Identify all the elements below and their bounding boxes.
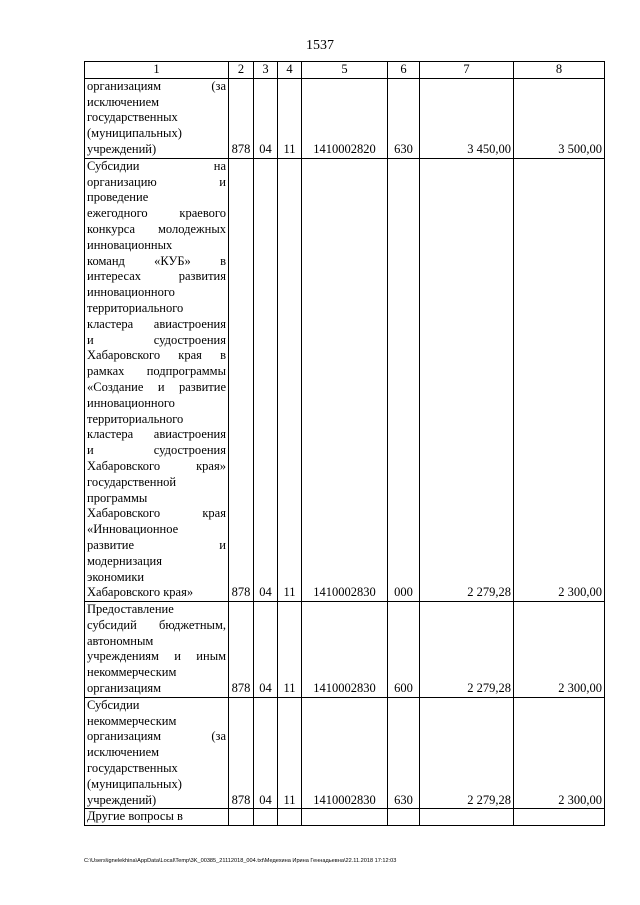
target-article-code: 1410002830	[302, 697, 388, 809]
row-description	[85, 78, 229, 158]
description-line: кластера авиастроения	[87, 316, 226, 331]
description-line: (муниципальных)	[87, 776, 182, 791]
subsection-code	[278, 809, 302, 826]
amount-col-7: 2 279,28	[420, 602, 514, 698]
description-line: инновационного	[87, 395, 175, 410]
column-header: 7	[420, 62, 514, 79]
description-line: организациям (за	[87, 78, 226, 93]
amount-col-7: 2 279,28	[420, 158, 514, 601]
description-line: экономики	[87, 569, 145, 584]
subsection-code: 11	[278, 602, 302, 698]
column-header: 5	[302, 62, 388, 79]
column-header: 4	[278, 62, 302, 79]
amount-col-8: 2 300,00	[514, 697, 605, 809]
description-line: Хабаровского края»	[87, 585, 194, 600]
table-row	[85, 697, 605, 809]
column-header: 2	[229, 62, 254, 79]
description-line: государственной	[87, 474, 177, 489]
subsection-code: 11	[278, 697, 302, 809]
amount-col-8	[514, 809, 605, 826]
amount-col-7	[420, 809, 514, 826]
column-header: 8	[514, 62, 605, 79]
section-code	[254, 809, 278, 826]
description-line: некоммерческим	[87, 713, 177, 728]
description-line: кластера авиастроения	[87, 427, 226, 442]
description-line: «Инновационное	[87, 522, 179, 537]
subsection-code: 11	[278, 158, 302, 601]
target-article-code: 1410002820	[302, 78, 388, 158]
target-article-code	[302, 809, 388, 826]
description-line: ежегодного краевого	[87, 206, 226, 221]
expense-type-code: 000	[388, 158, 420, 601]
row-description	[85, 602, 229, 698]
description-line: исключением	[87, 94, 160, 109]
description-line: учреждений)	[87, 141, 157, 156]
description-line: «Создание и развитие	[87, 379, 226, 394]
description-line: развитие и	[87, 537, 226, 552]
description-line: конкурса молодежных	[87, 221, 226, 236]
expense-type-code	[388, 809, 420, 826]
description-line: территориального	[87, 300, 184, 315]
description-line: инновационного	[87, 285, 175, 300]
expense-type-code: 630	[388, 78, 420, 158]
description-line: интересах развития	[87, 269, 226, 284]
expense-type-code: 600	[388, 602, 420, 698]
column-header: 6	[388, 62, 420, 79]
row-description	[85, 809, 229, 826]
section-code: 04	[254, 602, 278, 698]
amount-col-7: 2 279,28	[420, 697, 514, 809]
description-line: организациям (за	[87, 729, 226, 744]
column-header: 1	[85, 62, 229, 79]
description-line: организацию и	[87, 174, 226, 189]
page-number: 1537	[306, 38, 334, 53]
row-description	[85, 697, 229, 809]
description-line: инновационных	[87, 237, 173, 252]
table-row	[85, 158, 605, 601]
section-code: 04	[254, 158, 278, 601]
section-code: 04	[254, 78, 278, 158]
description-line: Другие вопросы в	[87, 809, 183, 824]
admin-code: 878	[229, 158, 254, 601]
description-line: учреждениям и иным	[87, 649, 226, 664]
description-line: проведение	[87, 190, 149, 205]
table-row	[85, 602, 605, 698]
target-article-code: 1410002830	[302, 158, 388, 601]
description-line: программы	[87, 490, 148, 505]
description-line: рамках подпрограммы	[87, 364, 226, 379]
description-line: некоммерческим	[87, 665, 177, 680]
description-line: Хабаровского края в	[87, 348, 226, 363]
description-line: и судостроения	[87, 332, 226, 347]
admin-code	[229, 809, 254, 826]
description-line: исключением	[87, 745, 160, 760]
expense-type-code: 630	[388, 697, 420, 809]
table-row	[85, 809, 605, 826]
subsection-code: 11	[278, 78, 302, 158]
row-description	[85, 158, 229, 601]
description-line: государственных	[87, 110, 178, 125]
description-line: субсидий бюджетным,	[87, 617, 226, 632]
description-line: Субсидии на	[87, 158, 226, 173]
description-line: учреждений)	[87, 792, 157, 807]
amount-col-8: 2 300,00	[514, 602, 605, 698]
description-line: государственных	[87, 761, 178, 776]
description-line: автономным	[87, 633, 154, 648]
description-line: Предоставление	[87, 602, 174, 617]
column-header-row	[85, 62, 605, 79]
amount-col-7: 3 450,00	[420, 78, 514, 158]
description-line: Хабаровского края»	[87, 458, 226, 473]
column-header: 3	[254, 62, 278, 79]
amount-col-8: 3 500,00	[514, 78, 605, 158]
amount-col-8: 2 300,00	[514, 158, 605, 601]
target-article-code: 1410002830	[302, 602, 388, 698]
description-line: (муниципальных)	[87, 126, 182, 141]
file-path-footer: C:\Users\ignelekhina\AppData\Local\Temp\3K_00385_21112018_004.txt\Медехина Ирина Геннадьевна\22.11.2018 17:12:03	[84, 858, 397, 864]
description-line: территориального	[87, 411, 184, 426]
admin-code: 878	[229, 602, 254, 698]
description-line: организациям	[87, 681, 162, 696]
description-line: Субсидии	[87, 697, 140, 712]
description-line: Хабаровского края	[87, 506, 226, 521]
description-line: команд «КУБ» в	[87, 253, 226, 268]
admin-code: 878	[229, 697, 254, 809]
section-code: 04	[254, 697, 278, 809]
description-line: и судостроения	[87, 443, 226, 458]
description-line: модернизация	[87, 553, 162, 568]
admin-code: 878	[229, 78, 254, 158]
table-row	[85, 78, 605, 158]
budget-table	[84, 61, 605, 826]
